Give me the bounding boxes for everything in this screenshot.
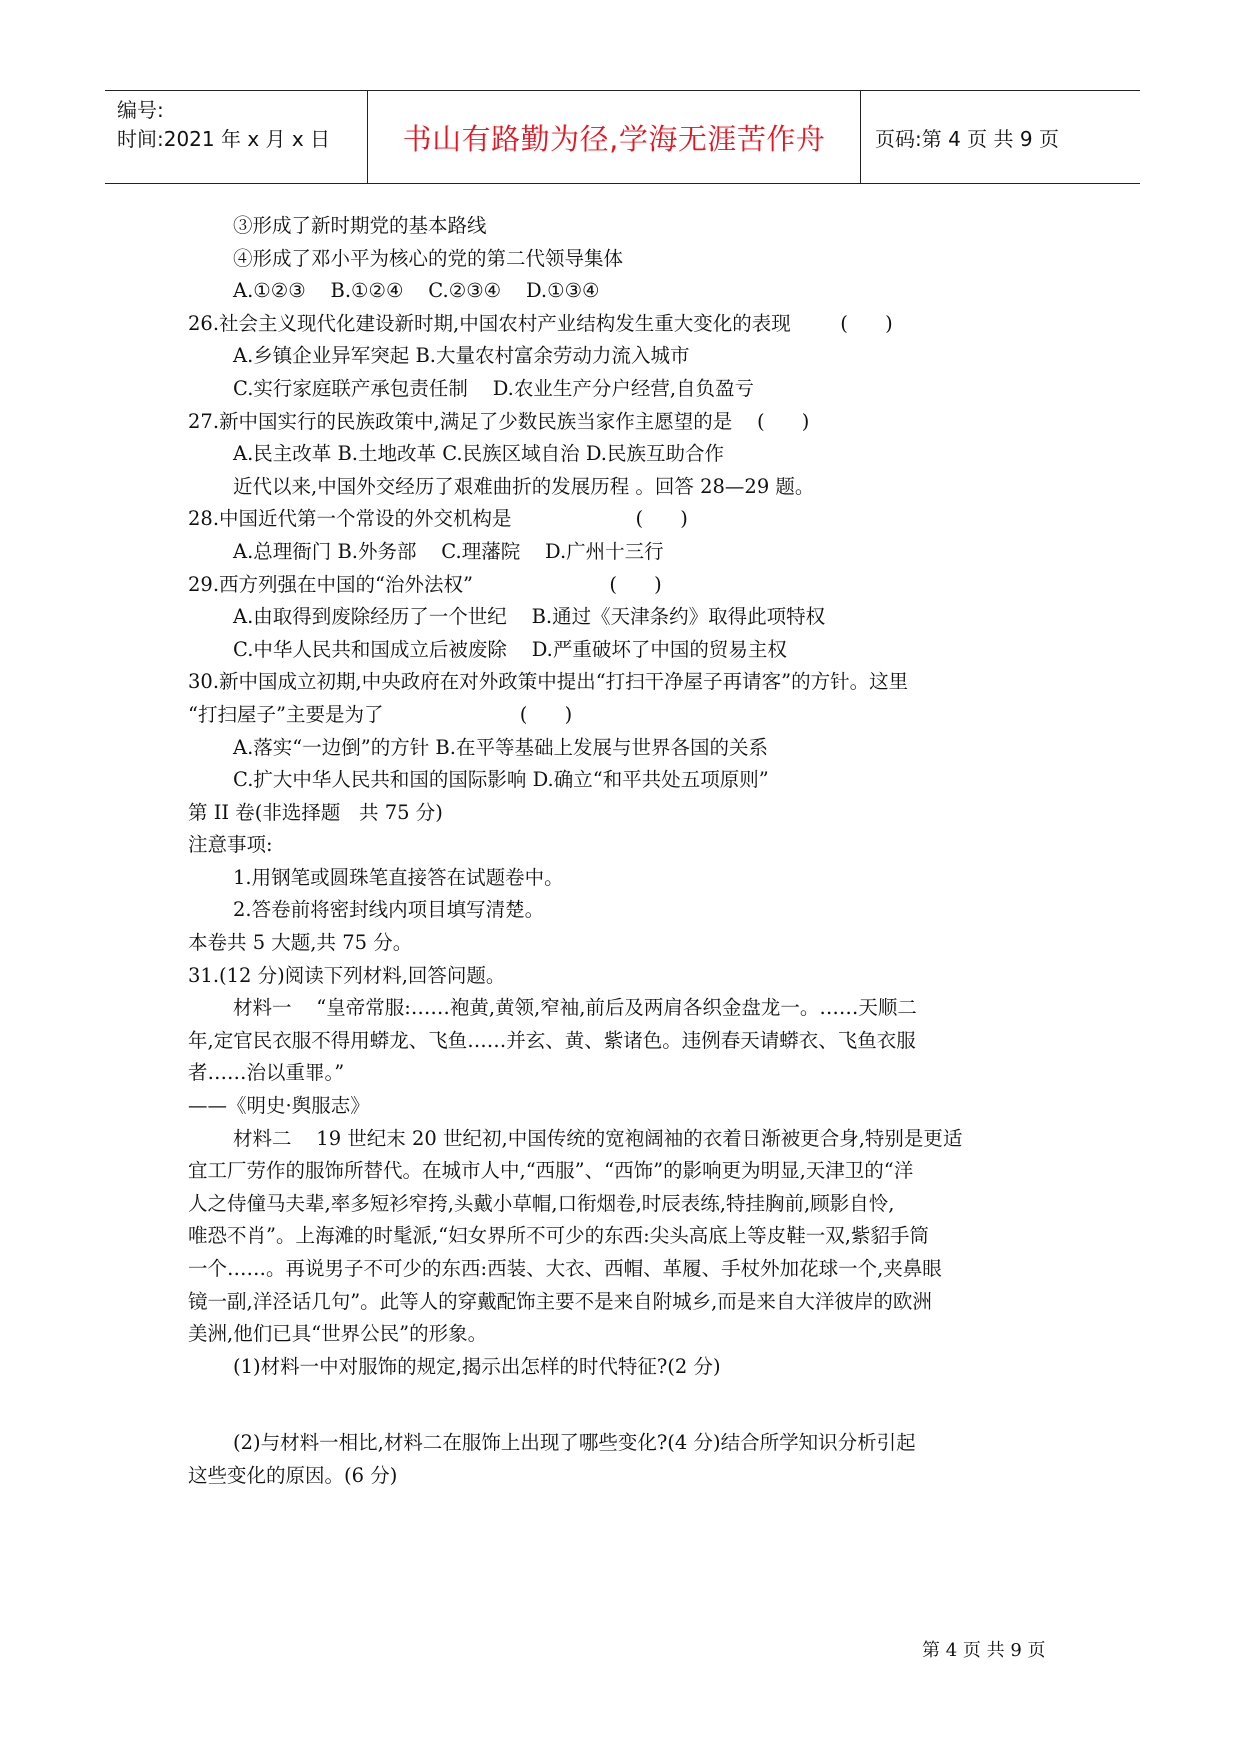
note-item: 2.答卷前将密封线内项目填写清楚。 [233,898,545,922]
note-item: 1.用钢笔或圆珠笔直接答在试题卷中。 [233,865,564,889]
notes-heading: 注意事项: [188,833,273,857]
material-two-text: 镜一副,洋泾话几句”。此等人的穿戴配饰主要不是来自附城乡,而是来自大洋彼岸的欧洲 [188,1289,932,1313]
answer-choices: C.中华人民共和国成立后被废除 D.严重破坏了中国的贸易主权 [233,637,787,661]
question-30: 30.新中国成立初期,中央政府在对外政策中提出“打扫干净屋子再请客”的方针。这里 [188,670,909,694]
material-two-text: 唯恐不肖”。上海滩的时髦派,“妇女界所不可少的东西:尖头高底上等皮鞋一双,紫貂手筒 [188,1224,929,1248]
section-summary: 本卷共 5 大题,共 75 分。 [188,931,413,955]
option-line: ④形成了邓小平为核心的党的第二代领导集体 [233,246,624,270]
material-one-text: 材料一 “皇帝常服:……袍黄,黄领,窄袖,前后及两肩各织金盘龙一。……天顺二 [233,996,917,1020]
material-one-source: ——《明史·舆服志》 [188,1094,370,1118]
material-one-text: 年,定官民衣服不得用蟒龙、飞鱼……并玄、黄、紫诸色。违例春天请蟒衣、飞鱼衣服 [188,1028,916,1052]
answer-choices: A.总理衙门 B.外务部 C.理藩院 D.广州十三行 [233,539,664,563]
answer-choices: A.民主改革 B.土地改革 C.民族区域自治 D.民族互助合作 [233,442,724,466]
answer-choices: A.乡镇企业异军突起 B.大量农村富余劳动力流入城市 [233,344,690,368]
material-two-text: 美洲,他们已具“世界公民”的形象。 [188,1322,488,1346]
answer-choices: C.实行家庭联产承包责任制 D.农业生产分户经营,自负盈亏 [233,376,755,400]
answer-choices: A.①②③ B.①②④ C.②③④ D.①③④ [233,279,600,303]
question-26: 26.社会主义现代化建设新时期,中国农村产业结构发生重大变化的表现 ( ) [188,311,893,335]
header-info-cell [105,91,368,183]
header-motto-cell [368,91,861,183]
page-footer: 第 4 页 共 9 页 [922,1640,1046,1661]
sub-question-2: (2)与材料一相比,材料二在服饰上出现了哪些变化?(4 分)结合所学知识分析引起 [233,1431,916,1455]
material-one-text: 者……治以重罪。” [188,1061,345,1085]
answer-choices: A.落实“一边倒”的方针 B.在平等基础上发展与世界各国的关系 [233,735,768,759]
material-two-text: 人之侍僮马夫辈,率多短衫窄挎,头戴小草帽,口衔烟卷,时辰表练,特挂胸前,顾影自怜, [188,1191,895,1215]
question-29: 29.西方列强在中国的“治外法权” ( ) [188,572,662,596]
question-28: 28.中国近代第一个常设的外交机构是 ( ) [188,507,688,531]
page-number-label: 页码:第 4 页 共 9 页 [875,126,1059,151]
question-30-continued: “打扫屋子”主要是为了 ( ) [188,702,573,726]
header-page-cell [861,91,1140,183]
page-header [105,90,1140,184]
question-group-intro: 近代以来,中国外交经历了艰难曲折的发展历程 。回答 28—29 题。 [233,474,815,498]
material-two-text: 宜工厂劳作的服饰所替代。在城市人中,“西服”、“西饰”的影响更为明显,天津卫的“洋 [188,1159,914,1183]
answer-choices: C.扩大中华人民共和国的国际影响 D.确立“和平共处五项原则” [233,768,769,792]
material-two-text: 一个……。再说男子不可少的东西:西装、大衣、西帽、革履、手杖外加花球一个,夹鼻眼 [188,1257,942,1280]
option-line: ③形成了新时期党的基本路线 [233,214,487,237]
question-27: 27.新中国实行的民族政策中,满足了少数民族当家作主愿望的是 ( ) [188,409,810,433]
section-title: 第 II 卷(非选择题 共 75 分) [188,800,443,824]
document-time-label: 时间:2021 年 x 月 x 日 [117,127,331,151]
motto-text: 书山有路勤为径,学海无涯苦作舟 [402,121,826,156]
document-body [188,210,1068,1493]
material-two-text: 材料二 19 世纪末 20 世纪初,中国传统的宽袍阔袖的衣着日渐被更合身,特别是更适 [233,1126,963,1150]
answer-choices: A.由取得到废除经历了一个世纪 B.通过《天津条约》取得此项特权 [233,605,826,629]
document-number-label: 编号: [117,98,164,122]
answer-space [188,1383,1068,1427]
question-31: 31.(12 分)阅读下列材料,回答问题。 [188,963,506,987]
sub-question-1: (1)材料一中对服饰的规定,揭示出怎样的时代特征?(2 分) [233,1354,721,1378]
sub-question-2-continued: 这些变化的原因。(6 分) [188,1463,398,1487]
